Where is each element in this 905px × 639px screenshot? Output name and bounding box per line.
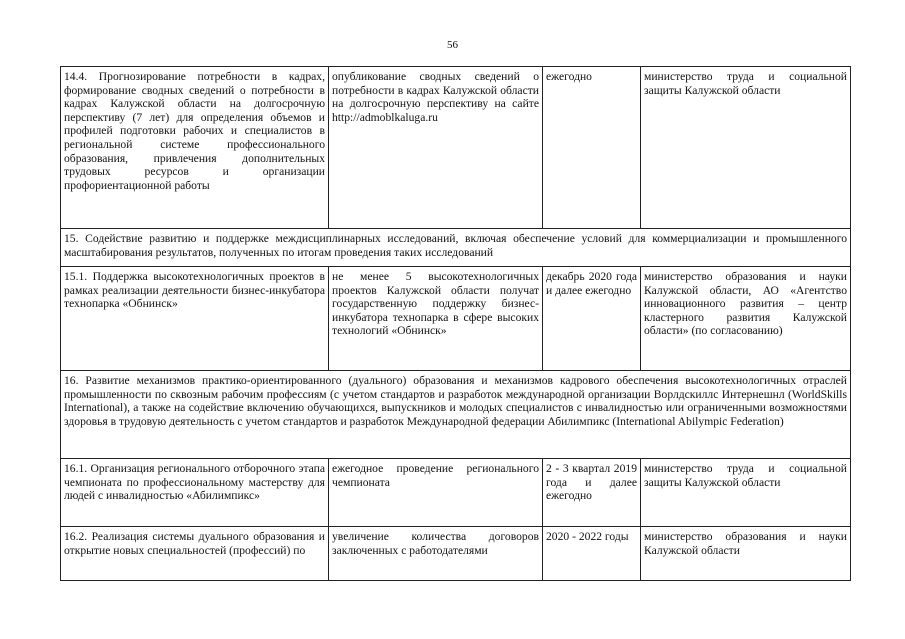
term-cell: 2 - 3 квартал 2019 года и далее ежегодно xyxy=(543,459,641,527)
event-cell: 14.4. Прогнозирование потребности в кадрах, формирование сводных сведений о потребности в кадрах Калужской области на долгосрочную перспективу (7 лет) для определения объемов и профилей подготовки рабочих и специалистов в региональной системе профессионального образования, привлечения дополнительных трудовых ресурсов и организации профориентационной работы xyxy=(61,67,329,229)
table-row xyxy=(61,67,851,229)
section-heading: 16. Развитие механизмов практико-ориентированного (дуального) образования и механизмов кадрового обеспечения высокотехнологичных отраслей промышленности по сквозным рабочим профессиям (с учетом стандартов и разработок международной организации Ворлдскиллс Интернешнл (WorldSkills International), а также на содействие включению обучающихся, выпускников и молодых специалистов с инвалидностью или ограниченными возможностями здоровья в трудовую деятельность с учетом стандартов и разработок Международной федерации Абилимпикс (International Abilympic Federation) xyxy=(61,371,851,459)
section-heading: 15. Содействие развитию и поддержке междисциплинарных исследований, включая обеспечение условий для коммерциализации и промышленного масштабирования результатов, полученных по итогам проведения таких исследований xyxy=(61,229,851,267)
measures-table xyxy=(60,66,851,581)
event-cell: 16.1. Организация регионального отборочного этапа чемпионата по профессиональному мастерству для людей с инвалидностью «Абилимпикс» xyxy=(61,459,329,527)
executor-cell: министерство труда и социальной защиты Калужской области xyxy=(641,67,851,229)
result-cell: опубликование сводных сведений о потребности в кадрах Калужской области на долгосрочную перспективу на сайте http://admoblkaluga.ru xyxy=(329,67,543,229)
section-row xyxy=(61,371,851,459)
executor-cell: министерство труда и социальной защиты Калужской области xyxy=(641,459,851,527)
result-cell: ежегодное проведение регионального чемпионата xyxy=(329,459,543,527)
table-row xyxy=(61,267,851,371)
table-row xyxy=(61,527,851,581)
result-cell: увеличение количества договоров заключенных с работодателями xyxy=(329,527,543,581)
term-cell: ежегодно xyxy=(543,67,641,229)
term-cell: 2020 - 2022 годы xyxy=(543,527,641,581)
event-cell: 15.1. Поддержка высокотехнологичных проектов в рамках реализации деятельности бизнес-инкубатора технопарка «Обнинск» xyxy=(61,267,329,371)
section-row xyxy=(61,229,851,267)
result-cell: не менее 5 высокотехнологичных проектов Калужской области получат государственную поддержку бизнес-инкубатора технопарка в сфере высоких технологий «Обнинск» xyxy=(329,267,543,371)
page-number: 56 xyxy=(447,39,458,51)
executor-cell: министерство образования и науки Калужской области xyxy=(641,527,851,581)
table-row xyxy=(61,459,851,527)
term-cell: декабрь 2020 года и далее ежегодно xyxy=(543,267,641,371)
event-cell: 16.2. Реализация системы дуального образования и открытие новых специальностей (профессий) по xyxy=(61,527,329,581)
executor-cell: министерство образования и науки Калужской области, АО «Агентство инновационного развития – центр кластерного развития Калужской области» (по согласованию) xyxy=(641,267,851,371)
